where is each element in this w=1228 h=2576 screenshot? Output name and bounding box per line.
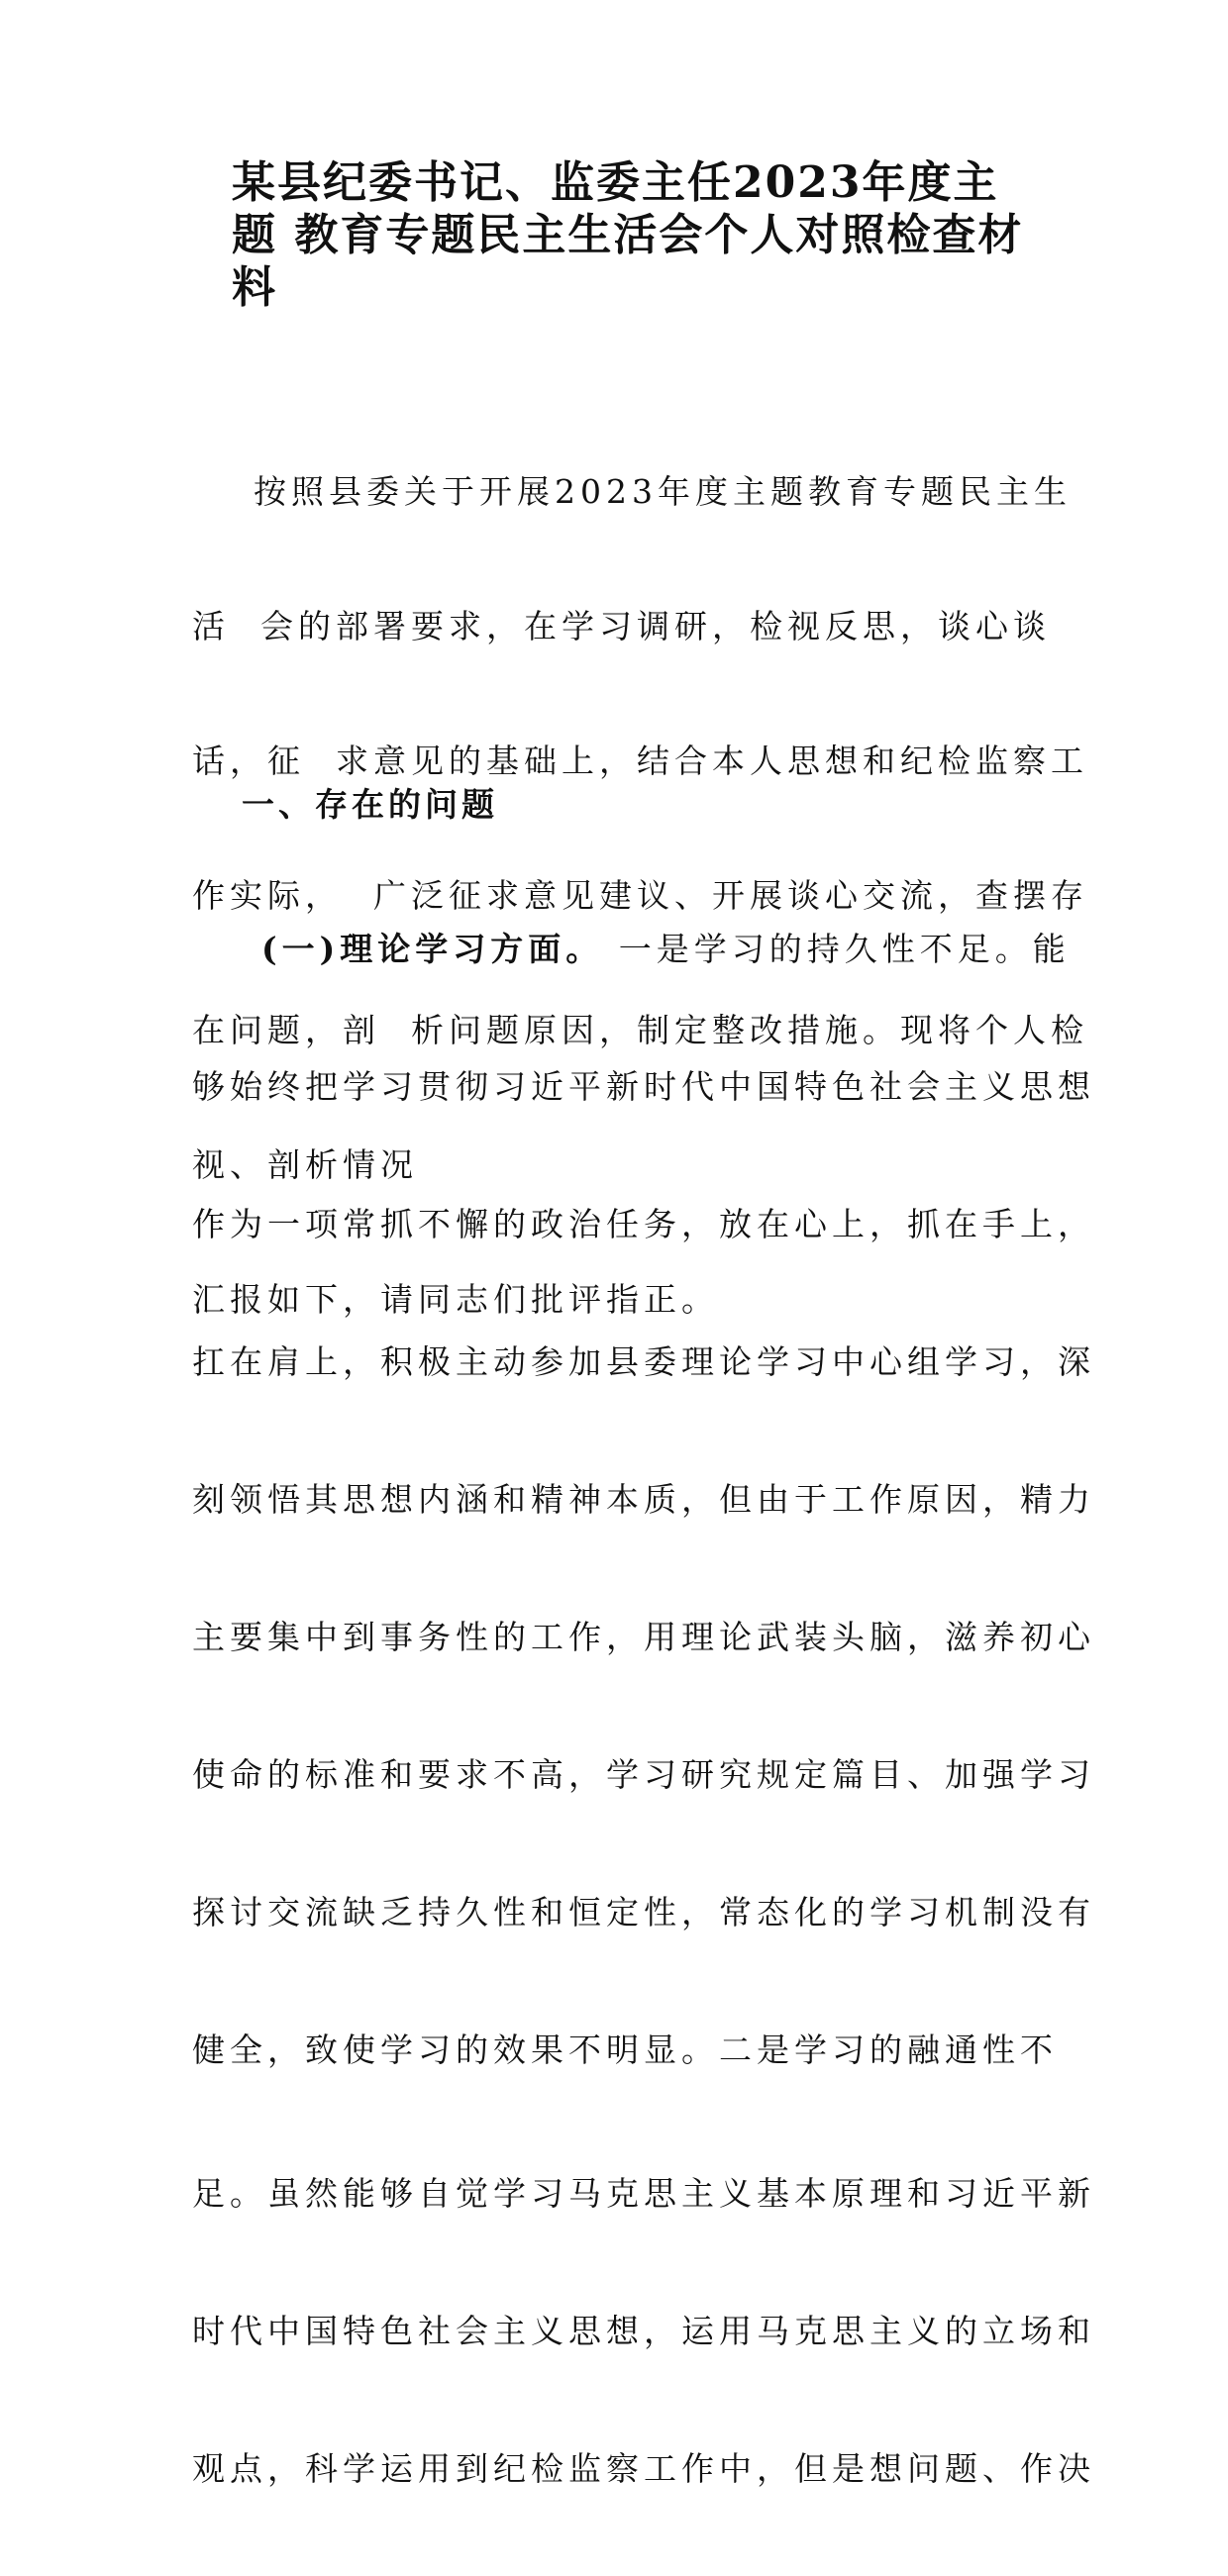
paragraph-line-10: 足。虽然能够自觉学习马克思主义基本原理和习近平新 (192, 2174, 1095, 2213)
title-line-2: 题 教育专题民主生活会个人对照检查材 (232, 210, 1024, 260)
paragraph-line-7: 使命的标准和要求不高，学习研究规定篇目、加强学习 (192, 1755, 1095, 1794)
title-line-3: 料 (232, 262, 277, 313)
paragraph-line-8: 探讨交流缺乏持久性和恒定性，常态化的学习机制没有 (192, 1893, 1095, 1932)
intro-line-2: 活 会的部署要求，在学习调研，检视反思，谈心谈 (192, 607, 1051, 645)
paragraph-line-4: 扛在肩上，积极主动参加县委理论学习中心组学习，深 (192, 1342, 1095, 1381)
paragraph-line-3: 作为一项常抓不懈的政治任务，放在心上，抓在手上， (192, 1205, 1095, 1243)
paragraph-line-1 (192, 919, 1071, 979)
subsection-label: (一)理论学习方面。 (261, 930, 604, 968)
paragraph-line-5: 刻领悟其思想内涵和精神本质，但由于工作原因，精力 (192, 1480, 1095, 1519)
document-title (232, 156, 1024, 314)
intro-line-5: 在问题，剖 析问题原因，制定整改措施。现将个人检 (192, 1011, 1088, 1049)
paragraph-line-9: 健全，致使学习的效果不明显。二是学习的融通性不 (192, 2031, 1058, 2069)
paragraph-line-1-text: 一是学习的持久性不足。能 (603, 930, 1071, 968)
theory-study-paragraph (192, 842, 1095, 2576)
intro-line-4: 作实际， 广泛征求意见建议、开展谈心交流，查摆存 (192, 876, 1088, 915)
title-line-1: 某县纪委书记、监委主任2023年度主 (232, 157, 999, 208)
intro-line-7: 汇报如下，请同志们批评指正。 (192, 1280, 719, 1319)
paragraph-line-11: 时代中国特色社会主义思想，运用马克思主义的立场和 (192, 2312, 1095, 2350)
intro-line-6: 视、剖析情况 (192, 1145, 418, 1184)
intro-line-1: 按照县委关于开展2023年度主题教育专题民主生 (192, 472, 1072, 511)
paragraph-line-6: 主要集中到事务性的工作，用理论武装头脑，滋养初心 (192, 1618, 1095, 1656)
intro-line-3: 话，征 求意见的基础上，结合本人思想和纪检监察工 (192, 742, 1088, 780)
paragraph-line-12: 观点，科学运用到纪检监察工作中，但是想问题、作决 (192, 2449, 1095, 2488)
section-heading: 一、存在的问题 (242, 785, 498, 824)
paragraph-line-2: 够始终把学习贯彻习近平新时代中国特色社会主义思想 (192, 1067, 1095, 1106)
